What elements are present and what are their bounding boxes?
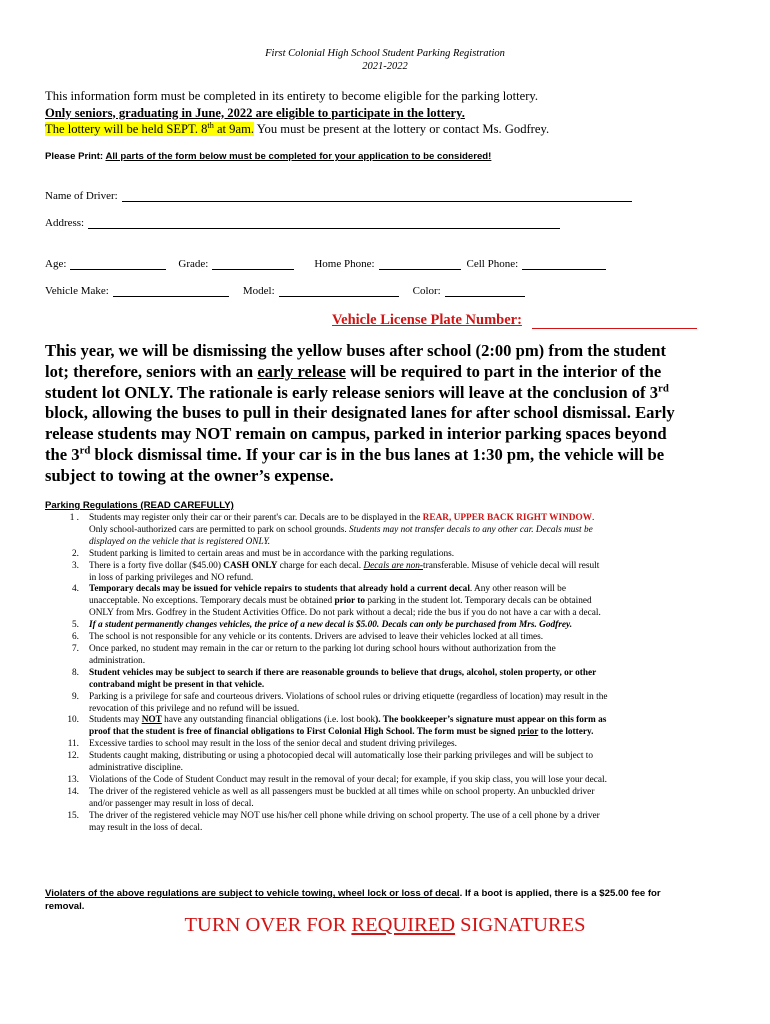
cell-phone-label: Cell Phone: bbox=[466, 258, 519, 270]
home-phone-label: Home Phone: bbox=[314, 258, 375, 270]
bus-dismissal-notice: This year, we will be dismissing the yellow buses after school (2:00 pm) from the student lot; therefore, seniors with an early release will be required to part in the interior of the student lot ONLY. The rationale is early release seniors will leave at the conclusion of 3rd block, allowing the buses to pull in their designated lanes for after school dismissal. Early release students may NOT remain on campus, parked in interior parking spaces beyond the 3rd block dismissal time. If your car is in the bus lanes at 1:30 pm, the vehicle will be subject to towing at the owner’s expense. bbox=[45, 341, 675, 485]
vehicle-make-field[interactable] bbox=[113, 285, 229, 297]
lottery-date-highlight: The lottery will be held SEPT. 8th at 9am. bbox=[45, 120, 255, 136]
list-item: 5. If a student permanently changes vehicles, the price of a new decal is $5.00. Decals can only be purchased from Mrs. Godfrey. bbox=[72, 620, 573, 631]
list-item: 15. The driver of the registered vehicle may NOT use his/her cell phone while driving on school property. The use of a cell phone by a driver may result in the loss of decal. bbox=[67, 810, 600, 833]
list-item: 1 . Students may register only their car or their parent's car. Decals are to be displayed in the REAR, UPPER BACK RIGHT WINDOW. Only school-authorized cars are permitted to park on school grounds. Students may not transfer decals to any other car. Decals must be displayed on the vehicle that is registered ONLY. bbox=[69, 513, 595, 547]
form-title: First Colonial High School Student Parking Registration bbox=[265, 48, 505, 59]
form-year: 2021-2022 bbox=[362, 61, 408, 72]
violators-warning: Violaters of the above regulations are subject to vehicle towing, wheel lock or loss of decal. If a boot is applied, there is a $25.00 fee for removal. bbox=[45, 888, 661, 912]
model-label: Model: bbox=[242, 285, 275, 297]
regulations-list bbox=[45, 513, 725, 834]
list-item: 4. Temporary decals may be issued for vehicle repairs to students that already hold a current decal. Any other reason will be unacceptable. No exceptions. Temporary decals must be obtained prior to parking in the student lot. Temporary decals can be obtained ONLY from Mrs. Godfrey in the Student Activities Office. Do not park without a decal; ride the bus if you do not have a car with a decal. bbox=[72, 584, 601, 619]
intro-line-1: This information form must be completed in its entirety to become eligible for the parking lottery. bbox=[45, 89, 539, 103]
list-item: 11. Excessive tardies to school may result in the loss of the senior decal and student driving privileges. bbox=[67, 739, 457, 750]
intro-block bbox=[45, 88, 549, 138]
color-field[interactable] bbox=[445, 285, 525, 297]
regulations-title: Parking Regulations (READ CAREFULLY) bbox=[45, 500, 234, 511]
driver-name-field[interactable] bbox=[122, 190, 632, 202]
address-field[interactable] bbox=[88, 217, 560, 229]
license-plate-row bbox=[332, 312, 697, 329]
list-item: 7. Once parked, no student may remain in the car or return to the parking lot during school hours without authorization from the administration. bbox=[72, 643, 556, 666]
list-item: 13. Violations of the Code of Student Conduct may result in the removal of your decal; for example, if you skip class, you will lose your decal. bbox=[67, 774, 607, 785]
license-plate-field[interactable] bbox=[532, 314, 697, 329]
intro-line-2: Only seniors, graduating in June, 2022 are eligible to participate in the lottery. bbox=[45, 105, 465, 120]
vehicle-row bbox=[45, 285, 525, 297]
list-item: 6. The school is not responsible for any vehicle or its contents. Drivers are advised to leave their vehicles locked at all times. bbox=[72, 632, 544, 643]
list-item: 14. The driver of the registered vehicle as well as all passengers must be buckled at all times while on school property. An unbuckled driver and/or passenger may result in loss of decal. bbox=[67, 786, 595, 809]
age-label: Age: bbox=[45, 258, 67, 270]
driver-name-label: Name of Driver: bbox=[45, 190, 118, 202]
age-grade-phone-row bbox=[45, 258, 606, 270]
color-label: Color: bbox=[412, 285, 441, 297]
age-field[interactable] bbox=[70, 258, 166, 270]
grade-field[interactable] bbox=[212, 258, 294, 270]
cell-phone-field[interactable] bbox=[522, 258, 606, 270]
list-item: 12. Students caught making, distributing or using a photocopied decal will automatically lose their parking privileges and will be subject to administrative discipline. bbox=[67, 751, 593, 774]
driver-name-row bbox=[45, 190, 632, 202]
list-item: 9. Parking is a privilege for safe and courteous drivers. Violations of school rules or driving etiquette (regardless of location) may result in the revocation of this privilege and no refund will be issued. bbox=[72, 691, 608, 714]
model-field[interactable] bbox=[279, 285, 399, 297]
intro-line-3: The lottery will be held SEPT. 8th at 9am. You must be present at the lottery or contact Ms. Godfrey. bbox=[45, 120, 550, 136]
vehicle-make-label: Vehicle Make: bbox=[45, 285, 109, 297]
list-item: 10. Students may NOT have any outstanding financial obligations (i.e. lost book). The bookkeeper’s signature must appear on this form as proof that the student is free of financial obligations to First Colonial High School. The form must be signed prior to the lottery. bbox=[67, 715, 607, 738]
address-label: Address: bbox=[45, 217, 85, 229]
list-item: 3. There is a forty five dollar ($45.00) CASH ONLY charge for each decal. Decals are non-transferable. Misuse of vehicle decal will result in loss of parking privileges and NO refund. bbox=[72, 560, 600, 583]
grade-label: Grade: bbox=[178, 258, 209, 270]
address-row bbox=[45, 217, 560, 229]
home-phone-field[interactable] bbox=[379, 258, 461, 270]
list-item: 8. Student vehicles may be subject to search if there are reasonable grounds to believe that drugs, alcohol, stolen property, or other contraband might be present in that vehicle. bbox=[72, 667, 597, 690]
list-item: 2. Student parking is limited to certain areas and must be in accordance with the parking regulations. bbox=[72, 548, 455, 559]
license-plate-label: Vehicle License Plate Number: bbox=[332, 312, 522, 328]
turn-over-notice: TURN OVER FOR REQUIRED SIGNATURES bbox=[184, 914, 586, 936]
please-print-instruction: Please Print: All parts of the form below must be completed for your application to be considered! bbox=[45, 151, 492, 162]
